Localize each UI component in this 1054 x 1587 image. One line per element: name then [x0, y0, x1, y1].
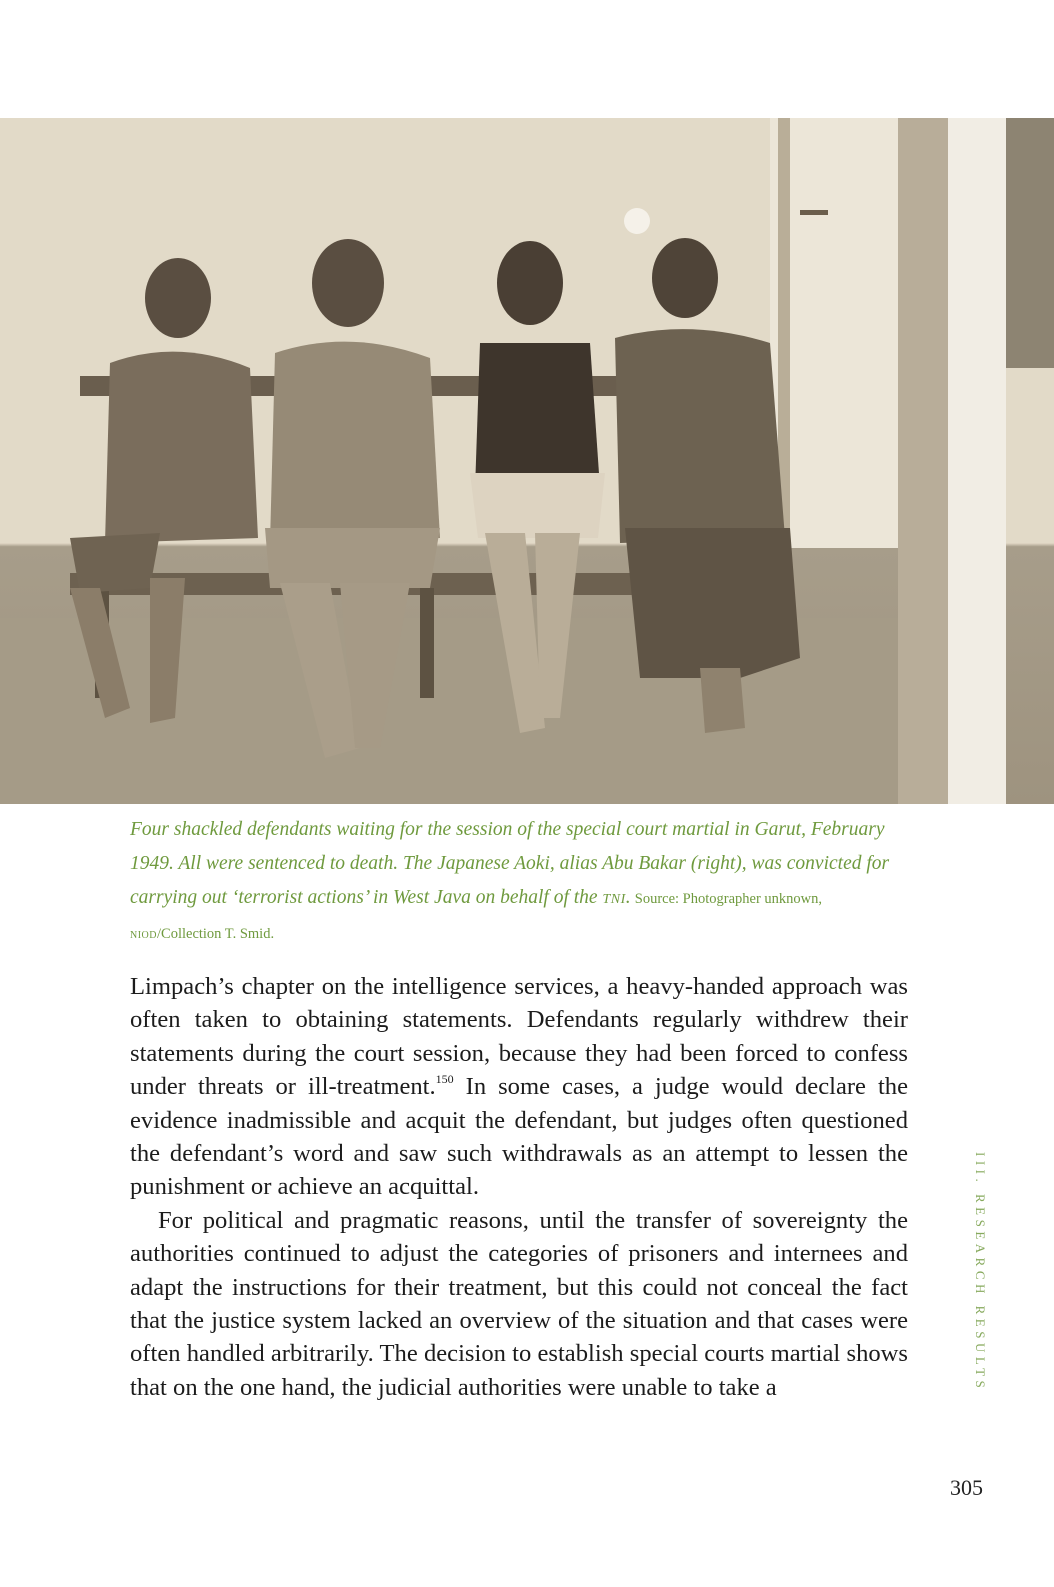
caption-text: Four shackled defendants waiting for the session of the special court martial in Garut, February 1949. All were sentenced to death. The Japanese Aoki, alias Abu Bakar (right), was convicted for carrying out ‘terrorist actions’ in West Java on behalf of the	[130, 819, 890, 908]
paragraph-1: Limpach’s chapter on the intelligence services, a heavy-handed approach was often taken to obtaining statements. Defendants regularly withdrew their statements during the court session, because they had been forced to confess under threats or ill-treatment.$^{150}$ In some cases, a judge would declare the evidence inadmissible and acquit the defendant, but judges often questioned the defendant’s word and saw such withdrawals as an attempt to lessen the punishment or achieve an acquittal.	[130, 973, 908, 1201]
photo-caption	[130, 813, 908, 951]
footnote-ref: 150	[435, 1072, 454, 1087]
running-head: III. RESEARCH RESULTS	[973, 1152, 988, 1393]
caption-source: Source: Photographer unknown, niod/Collection T. Smid.	[130, 891, 823, 942]
page-number: 305	[950, 1475, 983, 1500]
caption-niod: niod	[130, 926, 157, 942]
paragraph-2: For political and pragmatic reasons, until the transfer of sovereignty the authorities continued to adjust the categories of prisoners and internees and adapt the instructions for their treatment, but this could not conceal the fact that the justice system lacked an overview of the situation and that cases were often handled arbitrarily. The decision to establish special courts martial shows that on the one hand, the judicial authorities were unable to take a	[130, 1206, 908, 1401]
body-text	[130, 970, 908, 1404]
photograph	[0, 118, 1054, 804]
photo-illustration	[0, 118, 1054, 804]
pillar	[898, 118, 948, 804]
caption-tni: tni.	[602, 887, 632, 908]
